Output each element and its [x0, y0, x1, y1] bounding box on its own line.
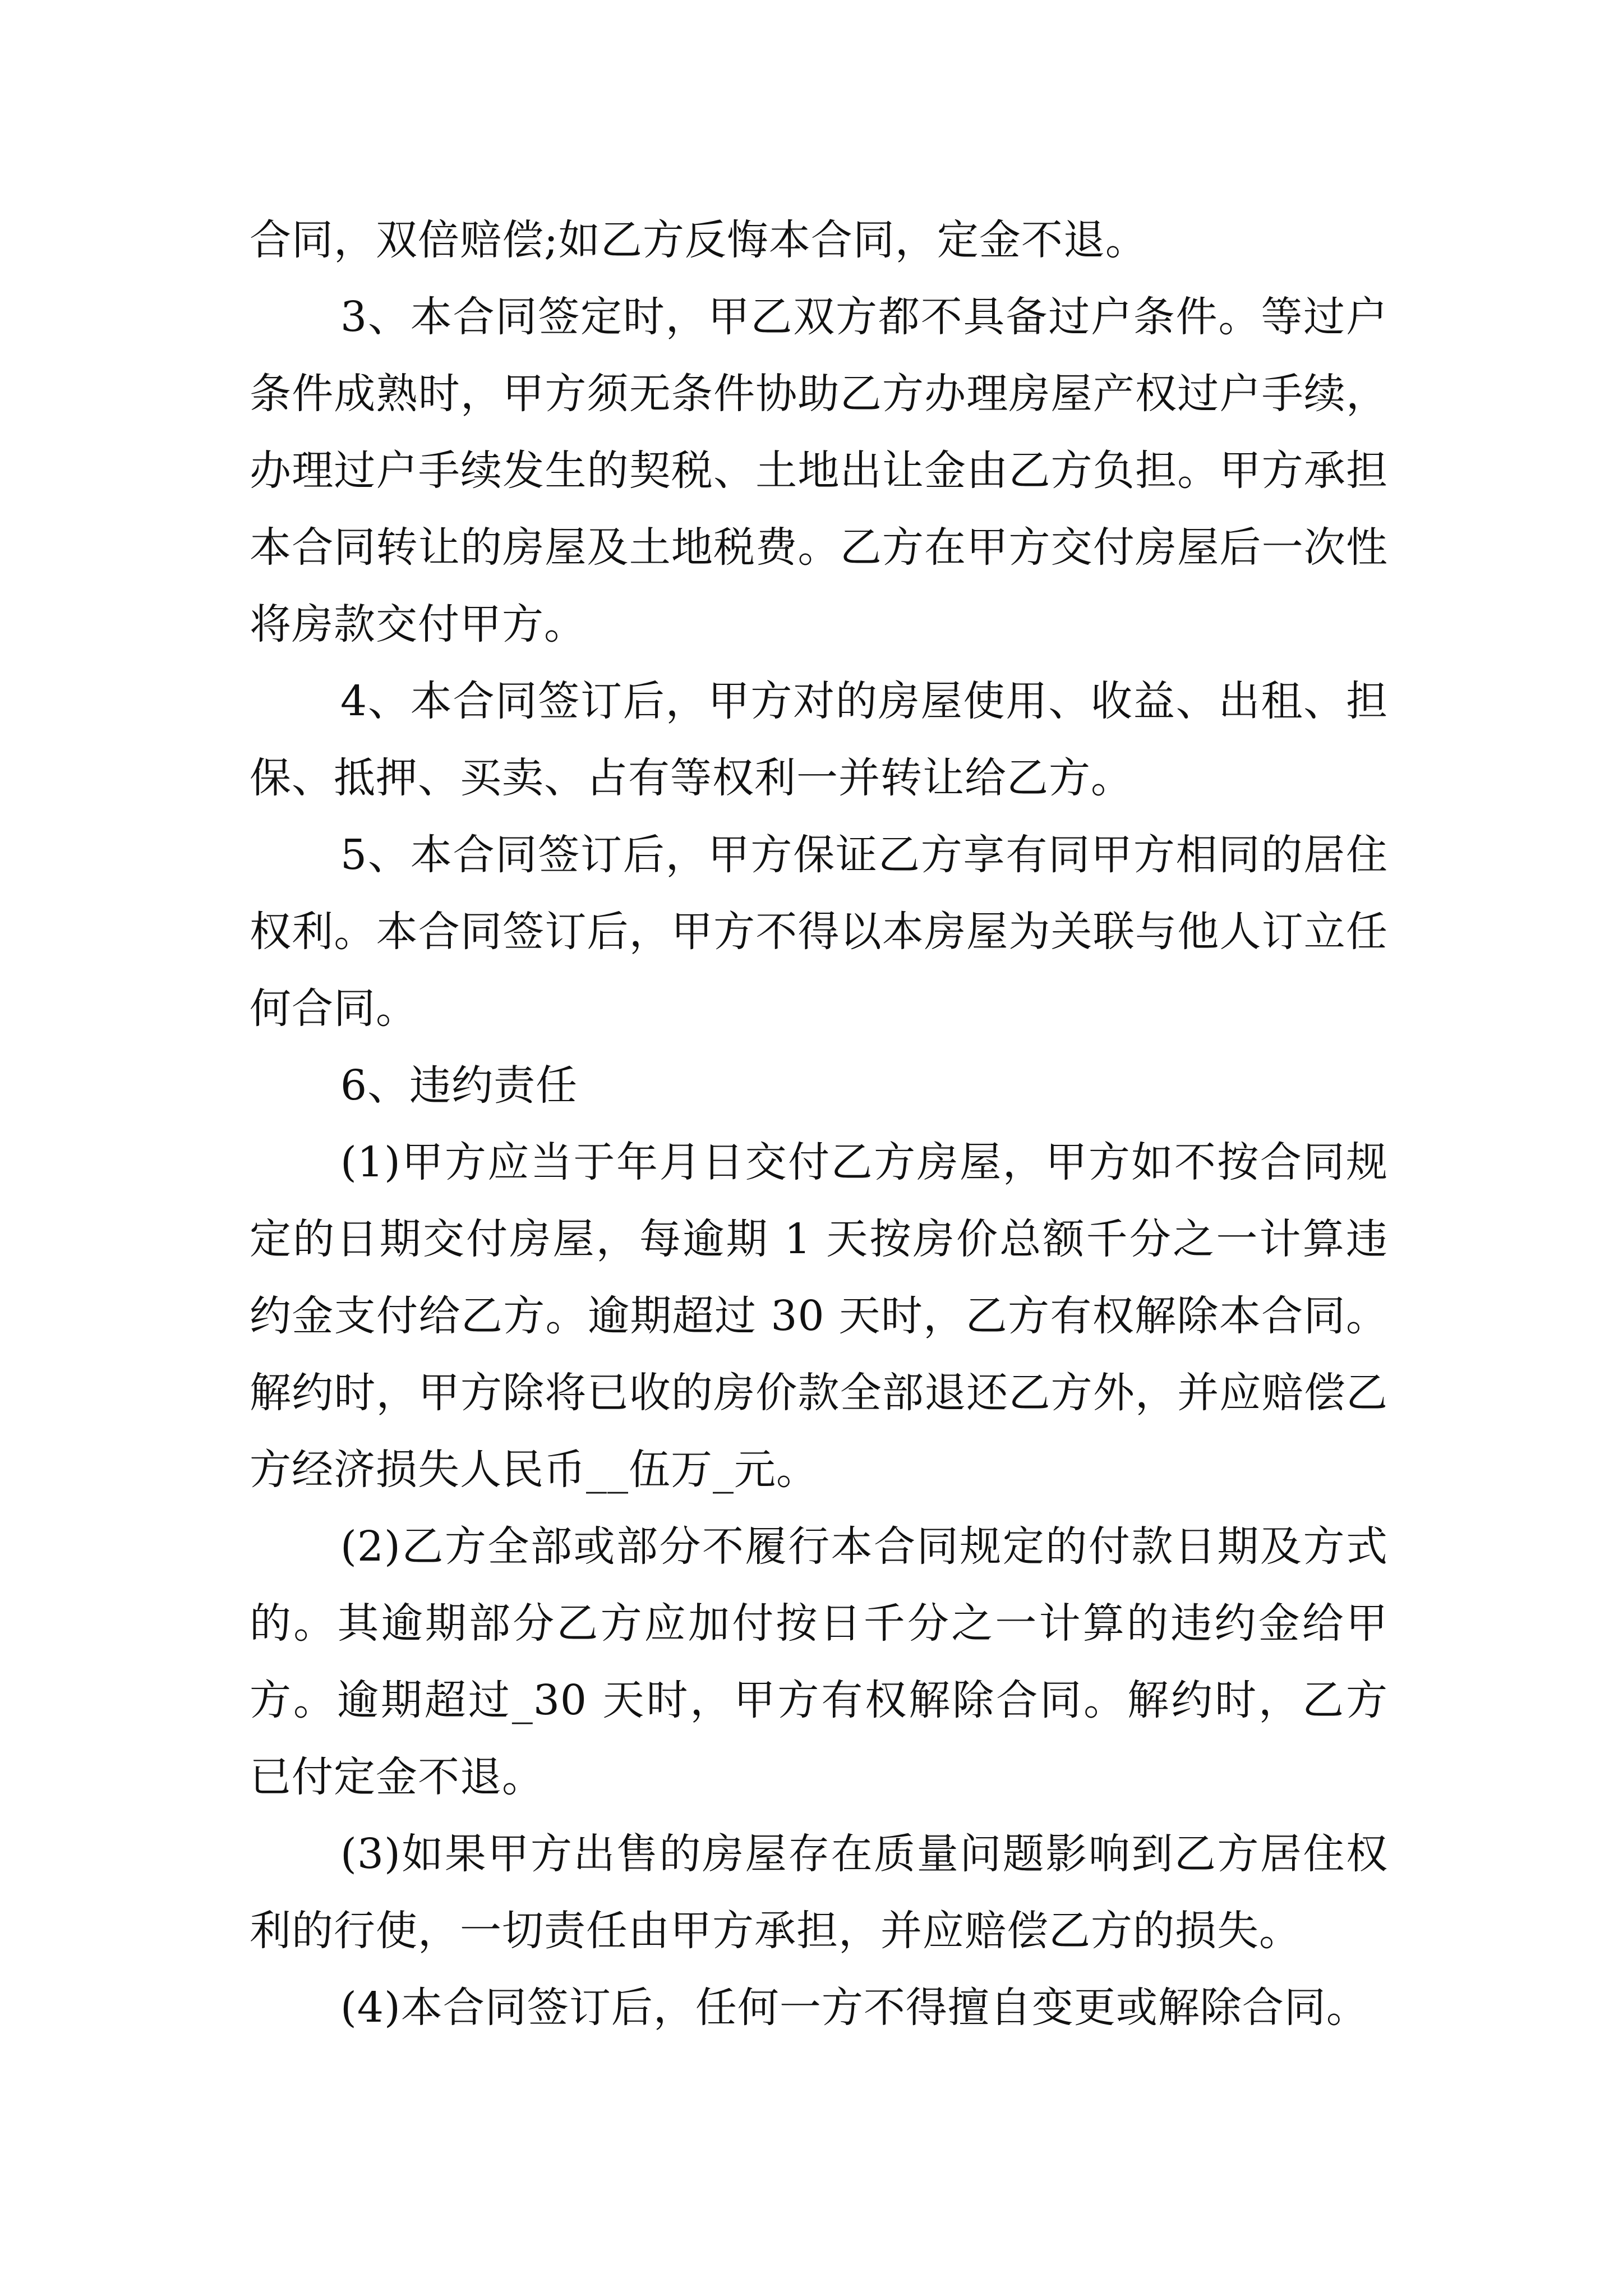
paragraph-clause-6-4: (4)本合同签订后，任何一方不得擅自变更或解除合同。 [340, 1984, 1368, 2032]
paragraph-clause-6-1: (1)甲方应当于年月日交付乙方房屋，甲方如不按合同规定的日期交付房屋，每逾期 1 天按房价总额千分之一计算违约金支付给乙方。逾期超过 30 天时，乙方有权解除本合同。解约时，甲方除将已收的房价款全部退还乙方外，并应赔偿乙方经济损失人民币__伍万_元。 [250, 1138, 1388, 1494]
paragraph-clause-5: 5、本合同签订后，甲方保证乙方享有同甲方相同的居住权利。本合同签订后，甲方不得以本房屋为关联与他人订立任何合同。 [250, 831, 1388, 1033]
paragraph-clause-4: 4、本合同签订后，甲方对的房屋使用、收益、出租、担保、抵押、买卖、占有等权利一并转让给乙方。 [250, 677, 1388, 802]
paragraph-clause-6-3: (3)如果甲方出售的房屋存在质量问题影响到乙方居住权利的行使，一切责任由甲方承担，并应赔偿乙方的损失。 [250, 1830, 1388, 1955]
paragraph-clause-6-2: (2)乙方全部或部分不履行本合同规定的付款日期及方式的。其逾期部分乙方应加付按日千分之一计算的违约金给甲方。逾期超过_30 天时，甲方有权解除合同。解约时，乙方已付定金不退。 [250, 1522, 1388, 1801]
document-body [250, 202, 1388, 2046]
paragraph-continuation: 合同，双倍赔偿;如乙方反悔本合同，定金不退。 [250, 216, 1147, 264]
paragraph-clause-3: 3、本合同签定时，甲乙双方都不具备过户条件。等过户条件成熟时，甲方须无条件协助乙方办理房屋产权过户手续，办理过户手续发生的契税、土地出让金由乙方负担。甲方承担本合同转让的房屋及土地税费。乙方在甲方交付房屋后一次性将房款交付甲方。 [250, 293, 1388, 648]
paragraph-clause-6-heading: 6、违约责任 [340, 1061, 578, 1110]
